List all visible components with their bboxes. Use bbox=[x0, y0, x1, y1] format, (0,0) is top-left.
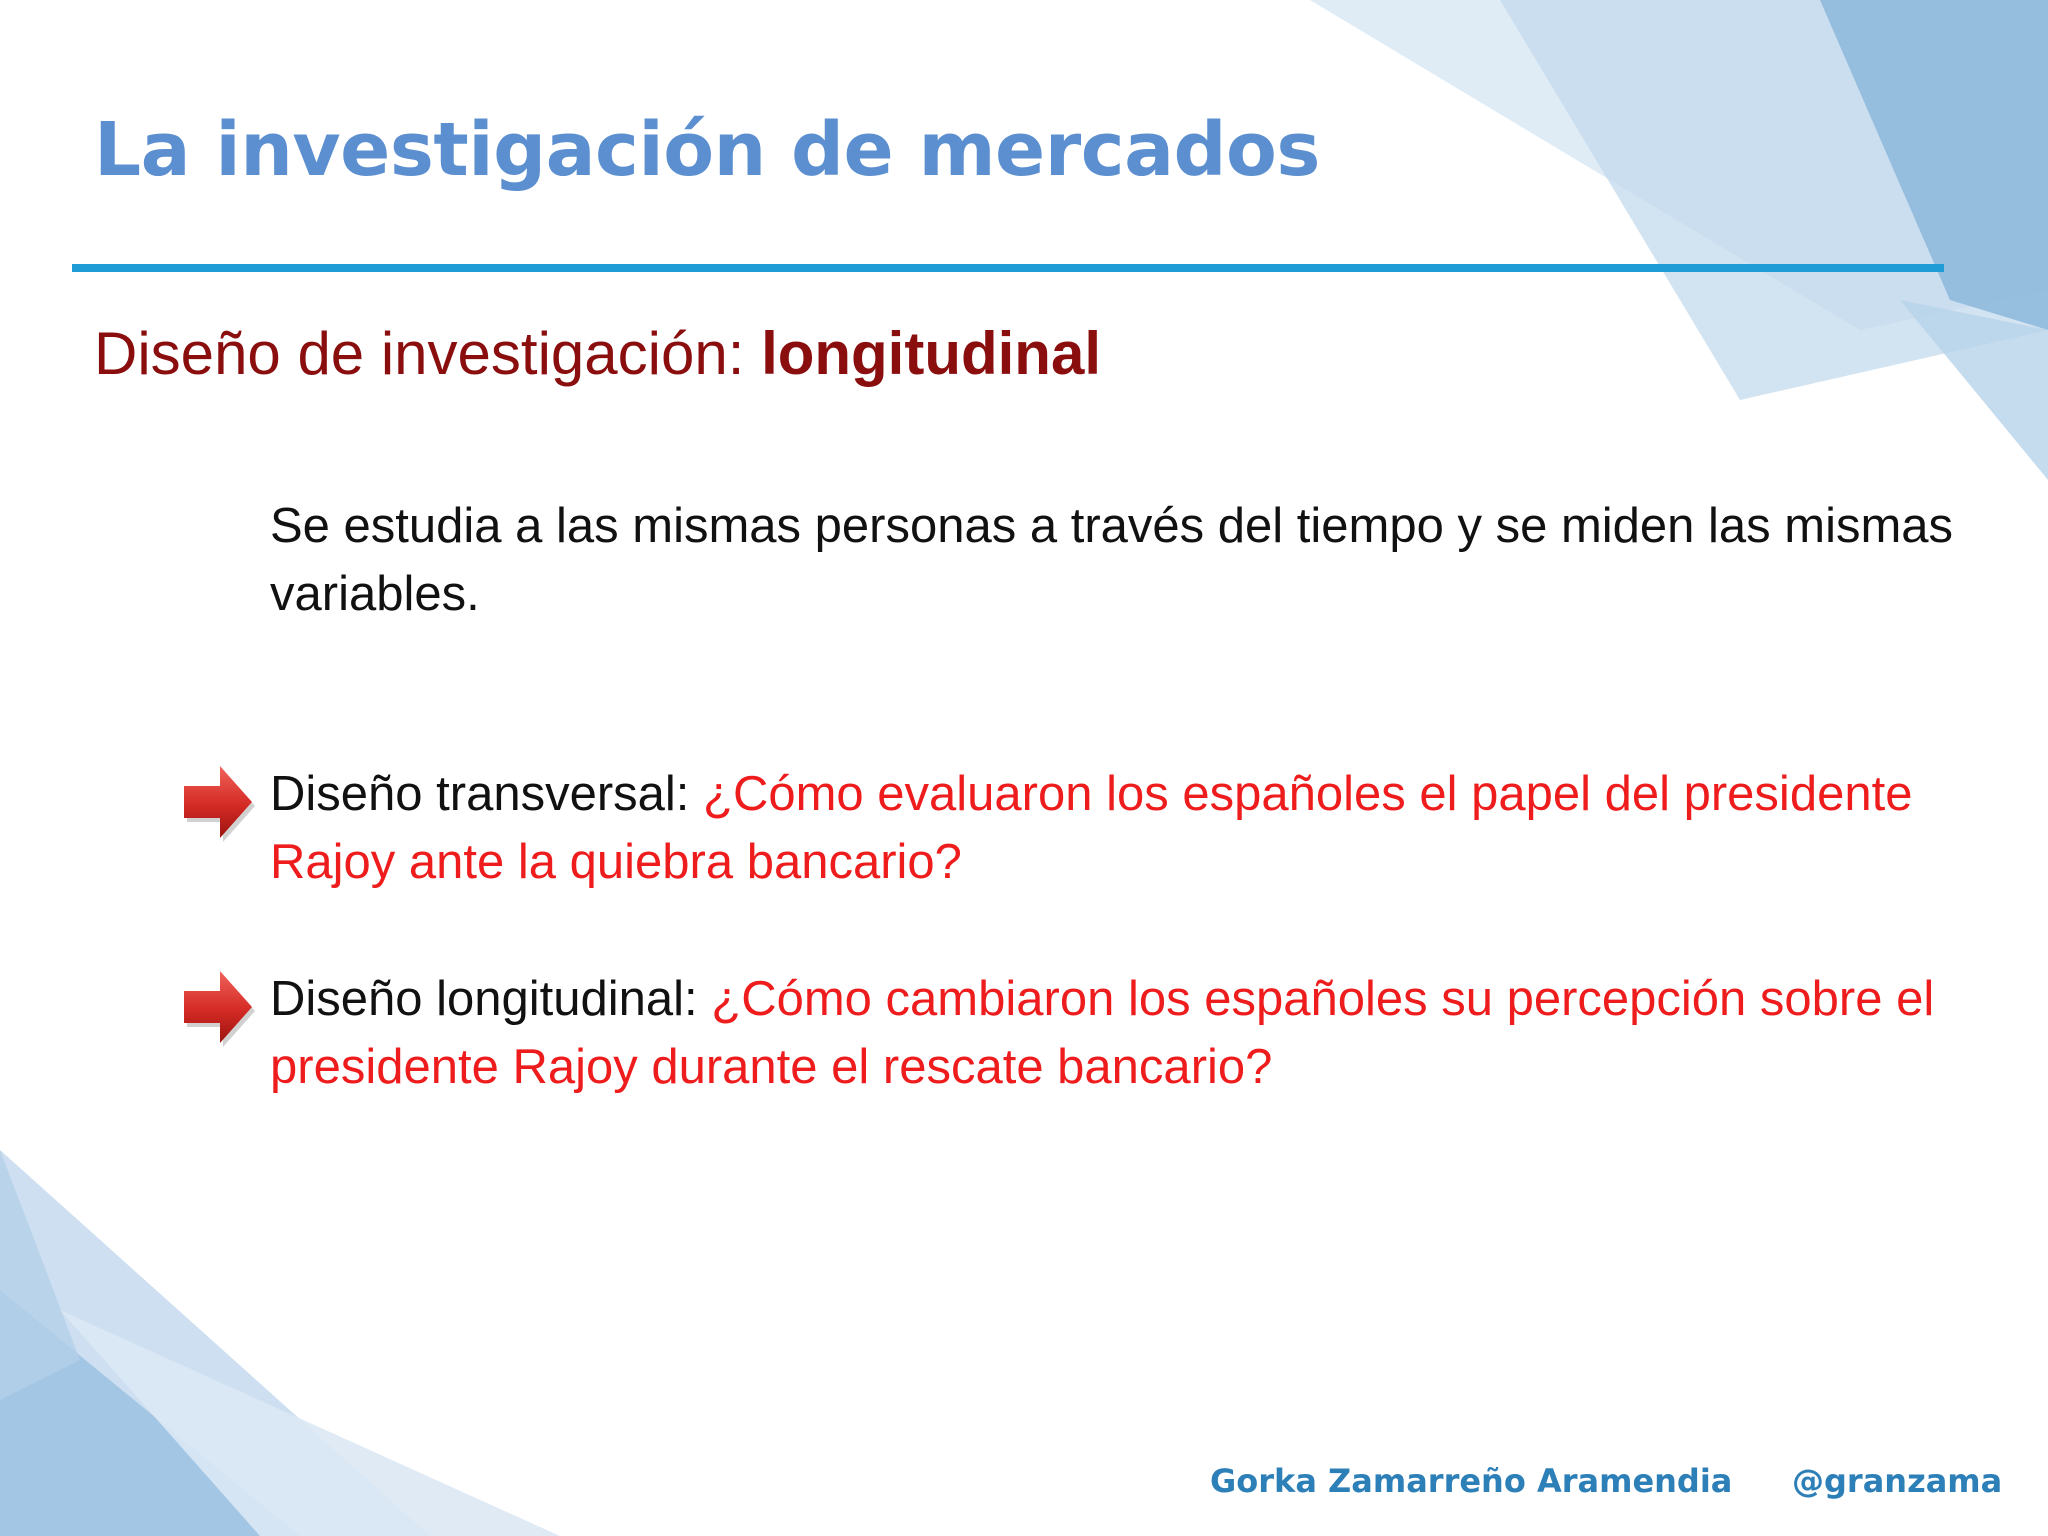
subtitle-emphasis: longitudinal bbox=[761, 320, 1101, 387]
item-text bbox=[270, 760, 1990, 896]
item-label: Diseño longitudinal: bbox=[270, 972, 712, 1026]
footer-author: Gorka Zamarreño Aramendia bbox=[1210, 1462, 1733, 1500]
item-text bbox=[270, 965, 1990, 1101]
slide-subtitle bbox=[94, 318, 1101, 390]
item-question: ¿Cómo evaluaron los españoles el papel del presidente Rajoy ante la quiebra bancario? bbox=[270, 767, 1913, 889]
right-arrow-icon bbox=[180, 965, 256, 1049]
footer-handle: @granzama bbox=[1792, 1462, 2003, 1500]
title-divider bbox=[72, 264, 1944, 272]
slide-title: La investigación de mercados bbox=[94, 107, 1320, 193]
right-arrow-icon bbox=[180, 760, 256, 844]
subtitle-prefix: Diseño de investigación: bbox=[94, 320, 762, 387]
intro-text: Se estudia a las mismas personas a través del tiempo y se miden las mismas variables. bbox=[270, 499, 1954, 621]
item-question: ¿Cómo cambiaron los españoles su percepción sobre el presidente Rajoy durante el rescate bancario? bbox=[270, 972, 1935, 1094]
item-label: Diseño transversal: bbox=[270, 767, 704, 821]
